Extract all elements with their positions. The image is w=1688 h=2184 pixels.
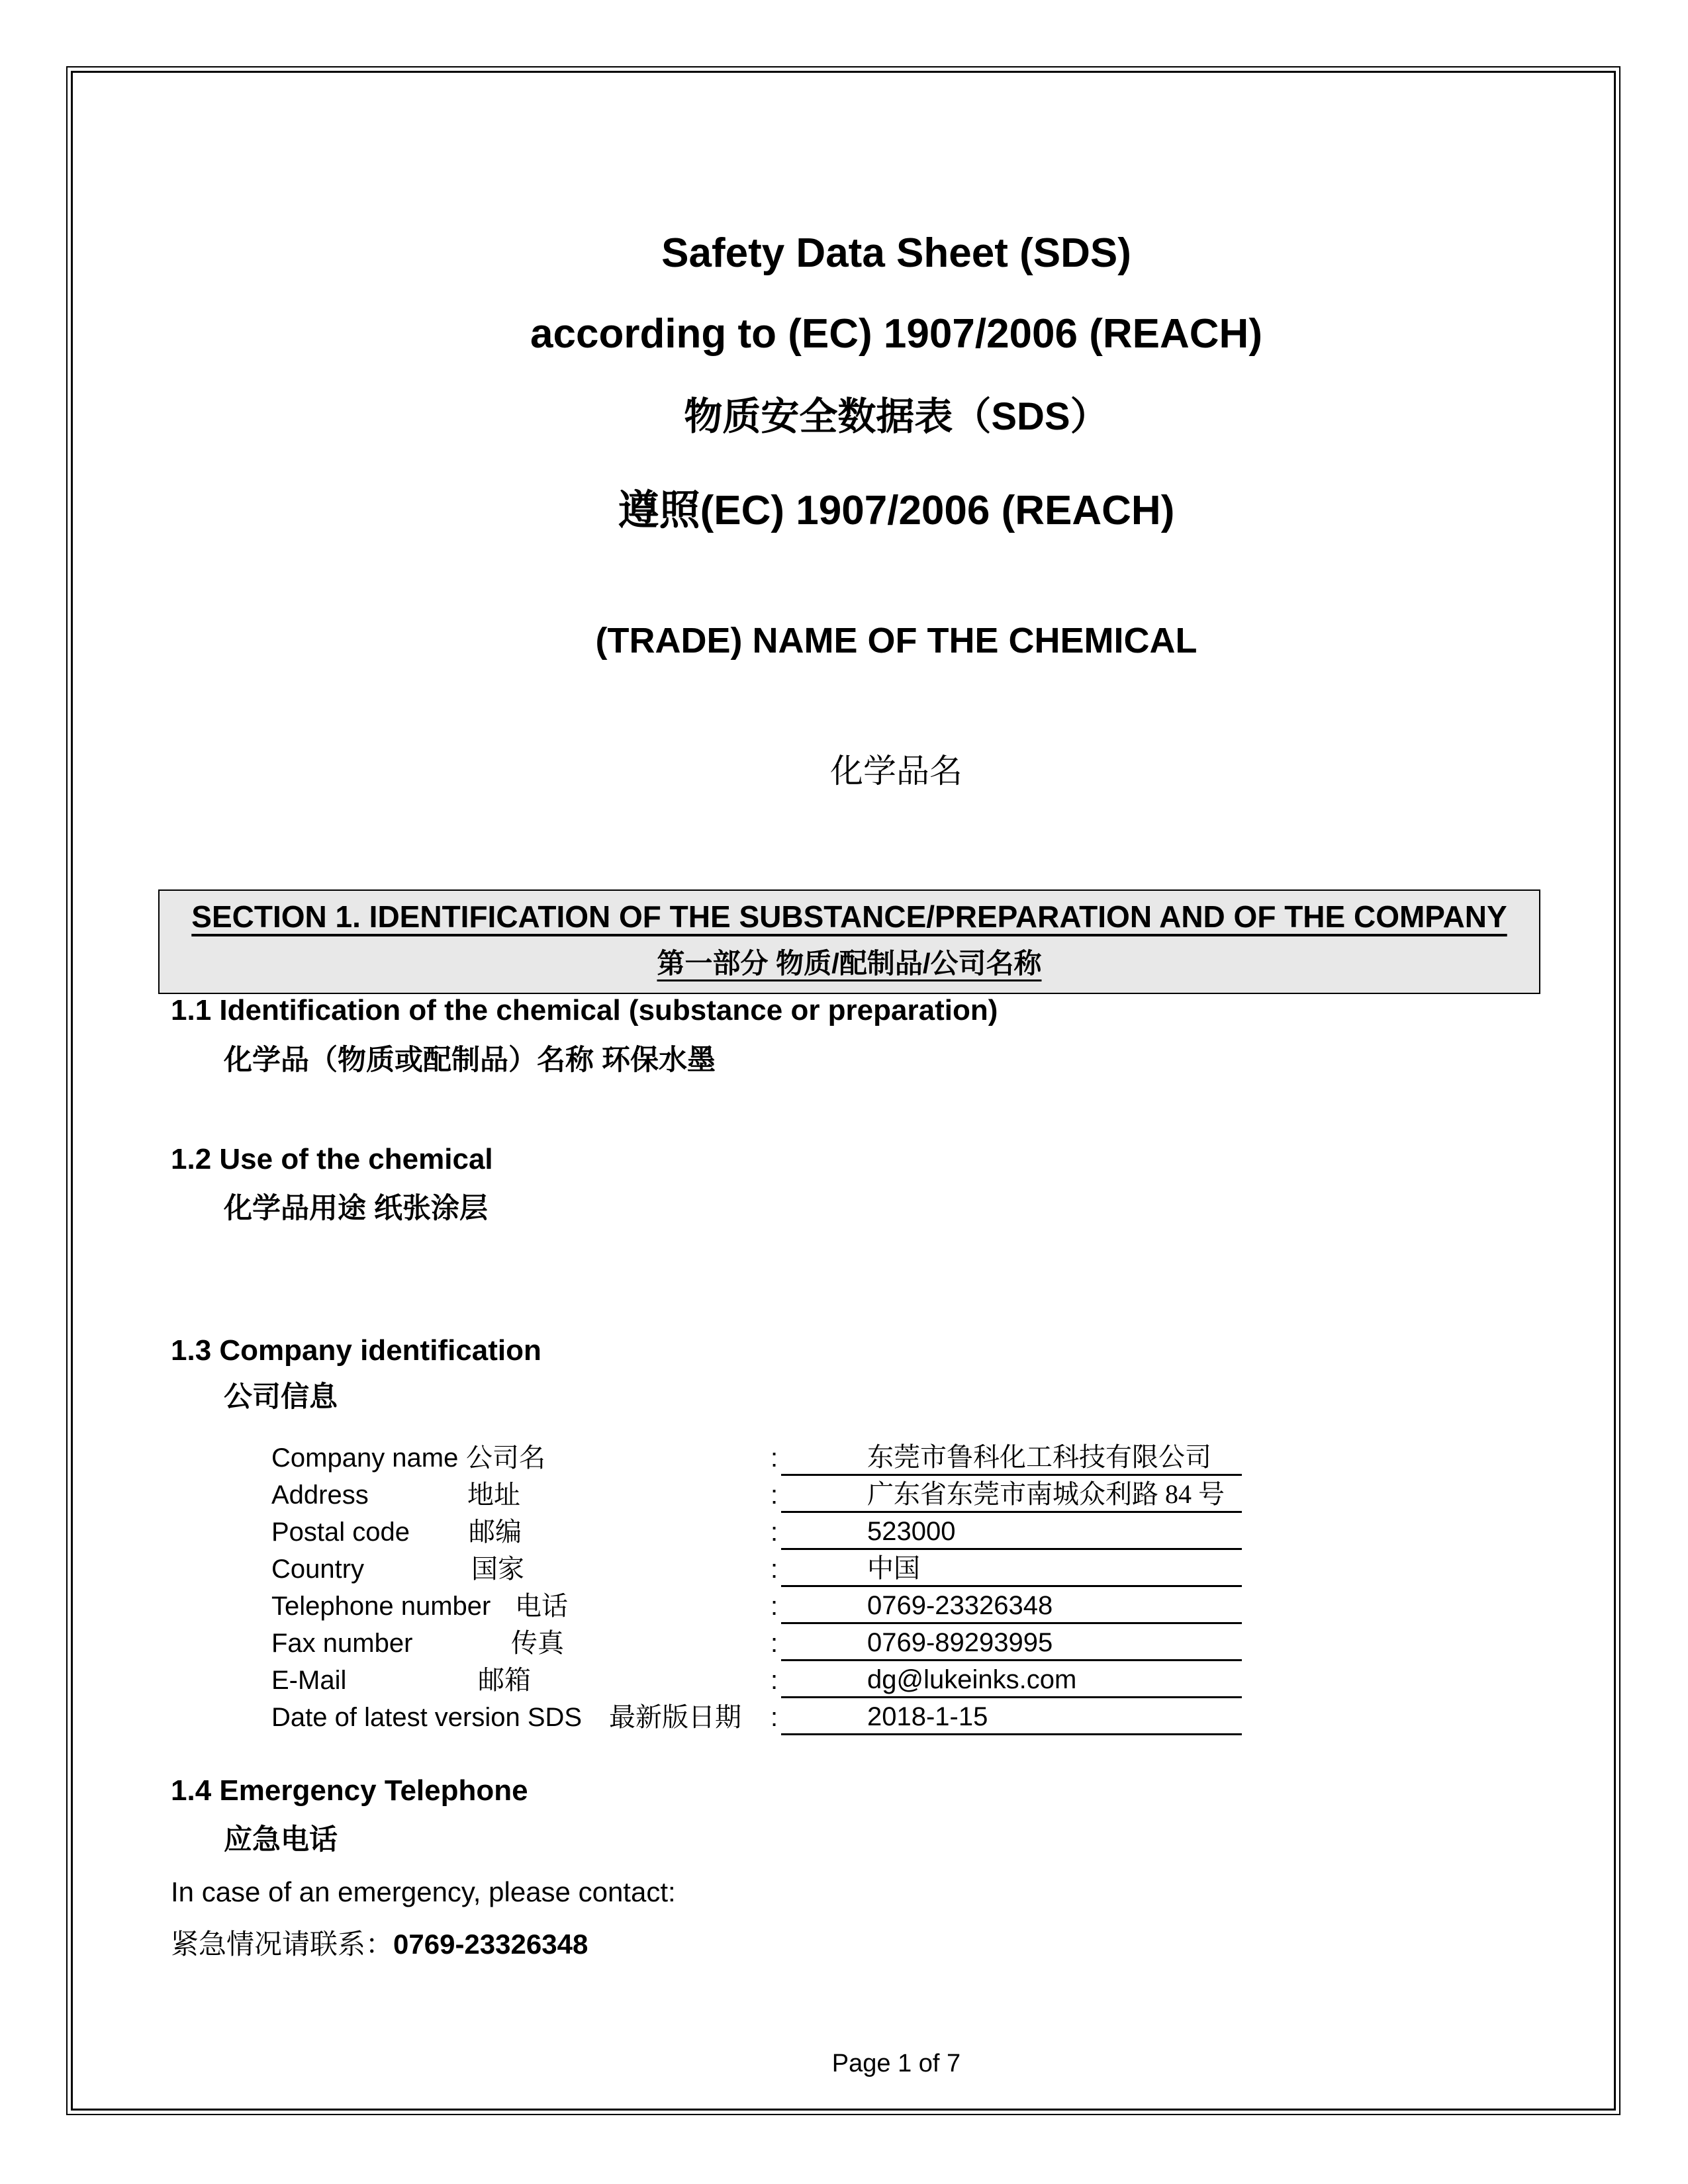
row-colon: : [771, 1666, 778, 1695]
row-colon: : [771, 1518, 778, 1547]
emergency-phone-number: 0769-23326348 [393, 1929, 588, 1960]
doc-title-cn: 物质安全数据表（SDS） [684, 395, 1109, 438]
row-label-cn: 传真 [511, 1628, 564, 1658]
row-label-cn: 国家 [471, 1554, 524, 1584]
table-row [271, 1514, 1264, 1551]
doc-subtitle-en: according to (EC) 1907/2006 (REACH) [530, 311, 1262, 357]
doc-title-en: Safety Data Sheet (SDS) [661, 230, 1131, 276]
row-value: 2018-1-15 [781, 1701, 1242, 1735]
table-row [271, 1439, 1264, 1477]
doc-subtitle-cn: 遵照(EC) 1907/2006 (REACH) [618, 488, 1175, 533]
row-value: dg@lukeinks.com [781, 1664, 1242, 1698]
row-label-en: Telephone number [271, 1592, 491, 1621]
row-label-en: Fax number [271, 1629, 413, 1658]
row-label-cn: 邮编 [469, 1517, 522, 1547]
row-colon: : [771, 1592, 778, 1621]
heading-1-1: 1.1 Identification of the chemical (substance or preparation) [171, 994, 998, 1026]
subheading-1-4-cn: 应急电话 [224, 1824, 338, 1856]
table-row [271, 1625, 1264, 1662]
body-1-1-cn: 化学品（物质或配制品）名称 环保水墨 [224, 1044, 716, 1076]
row-colon: : [771, 1480, 778, 1510]
heading-1-4: 1.4 Emergency Telephone [171, 1774, 528, 1807]
row-label-cn: 地址 [467, 1480, 520, 1510]
heading-1-3: 1.3 Company identification [171, 1334, 541, 1367]
row-label-cn: 电话 [515, 1591, 568, 1621]
row-value: 523000 [781, 1516, 1242, 1550]
section1-header-box [158, 889, 1540, 994]
row-label-cn: 最新版日期 [609, 1702, 741, 1732]
row-colon: : [771, 1703, 778, 1732]
table-row [271, 1477, 1264, 1514]
row-label-en: Date of latest version SDS [271, 1703, 583, 1732]
table-row [271, 1699, 1264, 1736]
row-label-en: Address [271, 1480, 369, 1510]
row-label-en: E-Mail [271, 1666, 347, 1695]
body-1-2-cn: 化学品用途 纸张涂层 [224, 1193, 488, 1224]
row-colon: : [771, 1555, 778, 1584]
row-label-en: Postal code [271, 1518, 410, 1547]
page-number: Page 1 of 7 [831, 2050, 961, 2077]
row-label-en: Country [271, 1555, 365, 1584]
emergency-contact-cn-line [171, 1925, 588, 1971]
row-value: 广东省东莞市南城众利路 84 号 [781, 1479, 1242, 1513]
row-label-cn: 公司名 [466, 1443, 545, 1473]
row-label-cn: 邮箱 [478, 1665, 531, 1695]
chemical-name-cn: 化学品名 [830, 752, 962, 790]
subheading-1-3-cn: 公司信息 [224, 1381, 338, 1413]
section1-header-cn: 第一部分 物质/配制品/公司名称 [657, 948, 1042, 979]
emergency-contact-cn: 紧急情况请联系： [171, 1930, 394, 1960]
table-row [271, 1588, 1264, 1625]
section1-header-en: SECTION 1. IDENTIFICATION OF THE SUBSTANCE/PREPARATION AND OF THE COMPANY [191, 899, 1507, 934]
row-value: 中国 [781, 1553, 1242, 1587]
row-value: 东莞市鲁科化工科技有限公司 [781, 1441, 1242, 1476]
heading-1-2: 1.2 Use of the chemical [171, 1143, 493, 1175]
row-value: 0769-23326348 [781, 1590, 1242, 1624]
emergency-contact-en: In case of an emergency, please contact: [171, 1876, 676, 1907]
row-value: 0769-89293995 [781, 1627, 1242, 1661]
table-row [271, 1662, 1264, 1699]
table-row [271, 1551, 1264, 1588]
row-label-en: Company name [271, 1443, 459, 1473]
row-colon: : [771, 1629, 778, 1658]
trade-name-heading: (TRADE) NAME OF THE CHEMICAL [595, 621, 1197, 660]
company-info-list [271, 1439, 1264, 1736]
row-colon: : [771, 1443, 778, 1473]
